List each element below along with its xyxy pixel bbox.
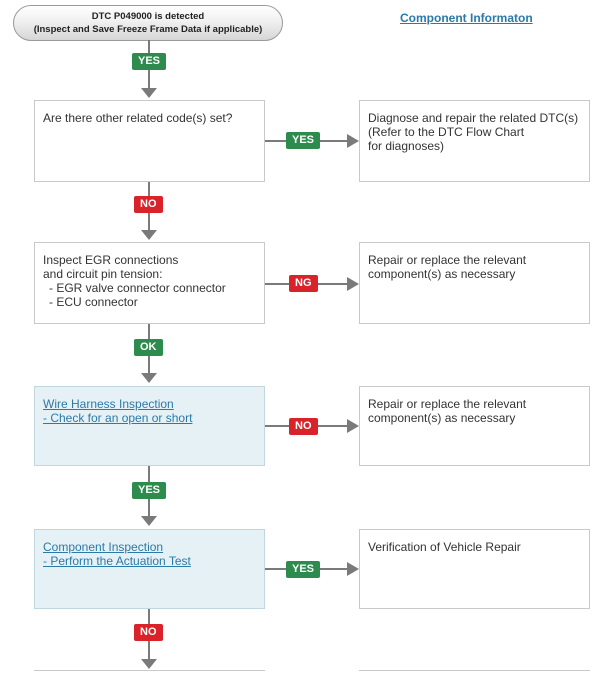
result-text-line: Verification of Vehicle Repair [368, 540, 521, 554]
step-text-line: - ECU connector [49, 295, 138, 309]
yes-badge: YES [286, 132, 320, 149]
no-badge: NO [134, 196, 163, 213]
arrow-down-icon [141, 373, 157, 383]
diagnose-related-dtc-box [359, 100, 590, 182]
dtc-detected-text: DTC P049000 is detected [91, 11, 205, 22]
arrow-right-icon [347, 562, 359, 576]
wire-harness-inspection-box [34, 386, 265, 466]
related-codes-question-box [34, 100, 265, 182]
result-text-line: component(s) as necessary [368, 411, 516, 425]
dtc-start-node [13, 5, 283, 41]
result-text-line: component(s) as necessary [368, 267, 516, 281]
arrow-down-icon [141, 230, 157, 240]
arrow-right-icon [347, 277, 359, 291]
next-box-top-edge [34, 670, 265, 671]
component-information-link[interactable]: Component Informaton [400, 11, 533, 25]
yes-badge: YES [132, 482, 166, 499]
arrow-right-icon [347, 134, 359, 148]
check-open-short-link[interactable]: - Check for an open or short [43, 411, 193, 425]
related-codes-question-text: Are there other related code(s) set? [43, 111, 233, 125]
yes-badge: YES [286, 561, 320, 578]
repair-replace-box [359, 242, 590, 324]
result-text-line: (Refer to the DTC Flow Chart [368, 125, 525, 139]
wire-harness-inspection-link[interactable]: Wire Harness Inspection [43, 397, 174, 411]
no-badge: NO [134, 624, 163, 641]
component-inspection-link[interactable]: Component Inspection [43, 540, 164, 554]
freeze-frame-text: (Inspect and Save Freeze Frame Data if applicable) [33, 24, 263, 35]
step-text-line: and circuit pin tension: [43, 267, 163, 281]
result-text-line: Repair or replace the relevant [368, 253, 527, 267]
actuation-test-link[interactable]: - Perform the Actuation Test [43, 554, 191, 568]
arrow-right-icon [347, 419, 359, 433]
ng-badge: NG [289, 275, 318, 292]
result-text-line: Repair or replace the relevant [368, 397, 527, 411]
verification-of-repair-box [359, 529, 590, 609]
step-text-line: Inspect EGR connections [43, 253, 179, 267]
no-badge: NO [289, 418, 318, 435]
result-text-line: Diagnose and repair the related DTC(s) [368, 111, 579, 125]
next-box-top-edge [359, 670, 590, 671]
step-text-line: - EGR valve connector connector [49, 281, 226, 295]
arrow-down-icon [141, 88, 157, 98]
yes-badge: YES [132, 53, 166, 70]
ok-badge: OK [134, 339, 163, 356]
result-text-line: for diagnoses) [368, 139, 445, 153]
inspect-egr-connections-box [34, 242, 265, 324]
arrow-down-icon [141, 516, 157, 526]
repair-replace-box [359, 386, 590, 466]
component-inspection-box [34, 529, 265, 609]
arrow-down-icon [141, 659, 157, 669]
